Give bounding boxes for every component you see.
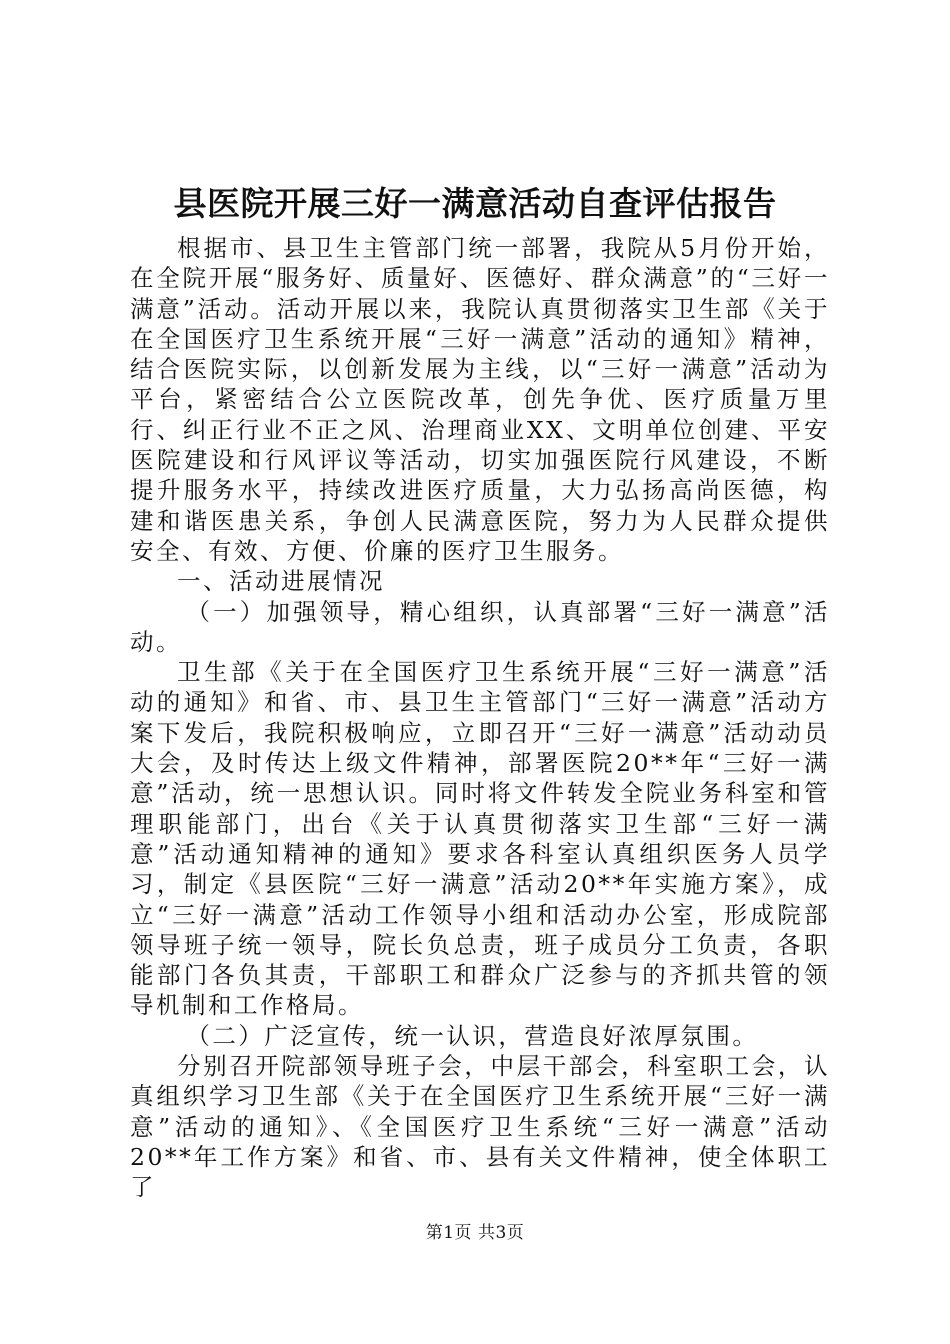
- paragraph-intro: 根据市、县卫生主管部门统一部署，我院从5月份开始，在全院开展“服务好、质量好、医德好、群众满意”的“三好一满意”活动。活动开展以来，我院认真贯彻落实卫生部《关于在全国医疗卫生系统开展“三好一满意”活动的通知》精神，结合医院实际，以创新发展为主线，以“三好一满意”活动为平台，紧密结合公立医院改革，创先争优、医疗质量万里行、纠正行业不正之风、治理商业XX、文明单位创建、平安医院建设和行风评议等活动，切实加强医院行风建设，不断提升服务水平，持续改进医疗质量，大力弘扬高尚医德，构建和谐医患关系，争创人民满意医院，努力为人民群众提供安全、有效、方便、价廉的医疗卫生服务。: [130, 234, 830, 565]
- paragraph-section-1: 卫生部《关于在全国医疗卫生系统开展“三好一满意”活动的通知》和省、市、县卫生主管部门“三好一满意”活动方案下发后，我院积极响应，立即召开“三好一满意”活动动员大会，及时传达上级文件精神，部署医院20**年“三好一满意”活动，统一思想认识。同时将文件转发全院业务科室和管理职能部门，出台《关于认真贯彻落实卫生部“三好一满意”活动通知精神的通知》要求各科室认真组织医务人员学习，制定《县医院“三好一满意”活动20**年实施方案》，成立“三好一满意”活动工作领导小组和活动办公室，形成院部领导班子统一领导，院长负总责，班子成员分工负责，各职能部门各负其责，干部职工和群众广泛参与的齐抓共管的领导机制和工作格局。: [130, 658, 830, 1020]
- subsection-heading-2: （二）广泛宣传，统一认识，营造良好浓厚氛围。: [186, 1021, 759, 1050]
- page-footer: 第1页 共3页: [425, 1223, 525, 1243]
- subsection-heading-1: （一）加强领导，精心组织，认真部署“三好一满意”活动。: [130, 597, 830, 656]
- section-heading: 一、活动进展情况: [177, 567, 385, 596]
- paragraph-section-2: 分别召开院部领导班子会，中层干部会，科室职工会，认真组织学习卫生部《关于在全国医疗卫生系统开展“三好一满意”活动的通知》、《全国医疗卫生系统“三好一满意”活动20**年工作方案》和省、市、县有关文件精神，使全体职工了: [130, 1052, 830, 1202]
- document-body: [130, 233, 830, 1203]
- document-title: 县医院开展三好一满意活动自查评估报告: [173, 184, 777, 223]
